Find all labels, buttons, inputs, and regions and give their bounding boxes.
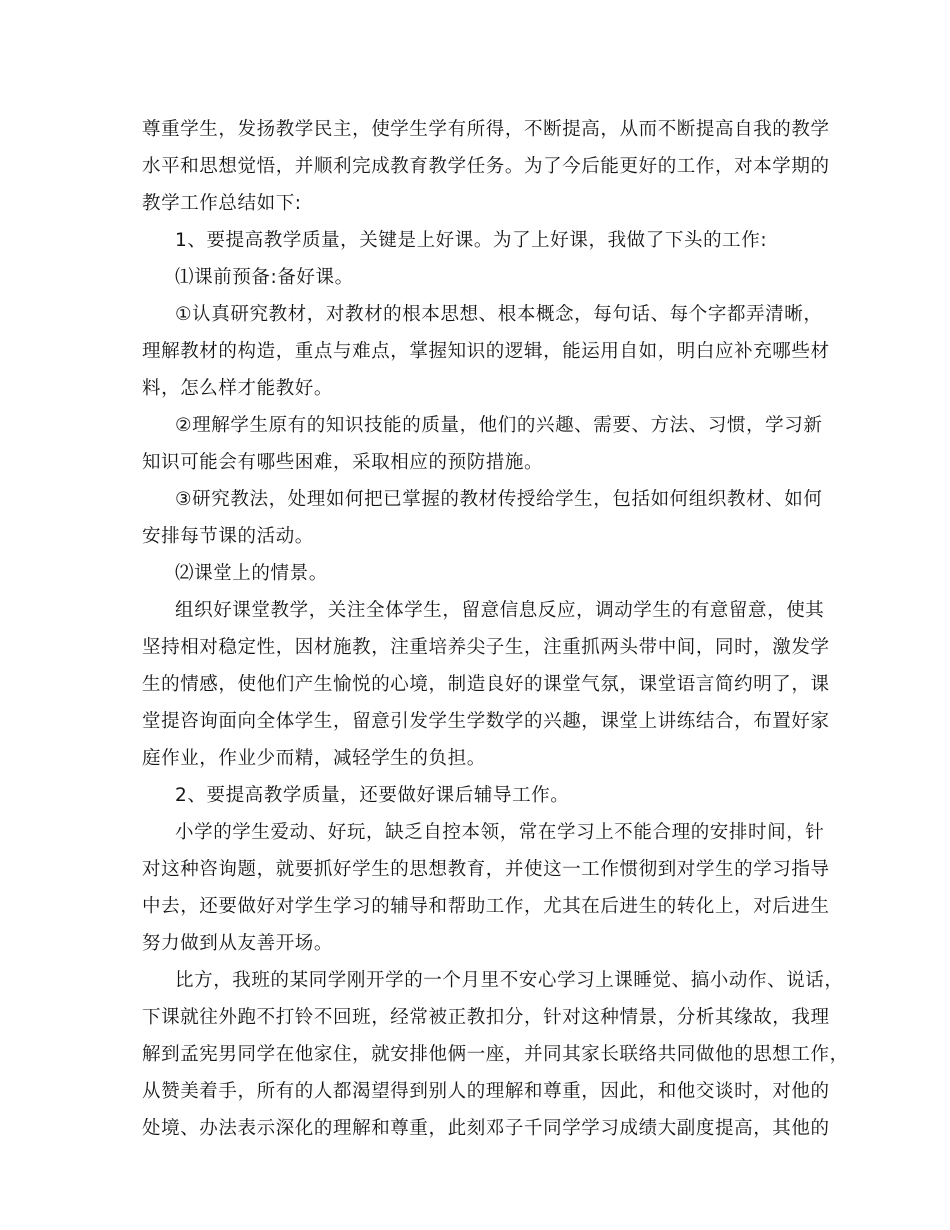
text-line: 尊重学生，发扬教学民主，使学生学有所得，不断提高，从而不断提高自我的教学 — [142, 119, 830, 140]
text-line: ⑴课前预备:备好课。 — [175, 267, 354, 288]
text-line: ①认真研究教材，对教材的根本思想、根本概念，每句话、每个字都弄清晰， — [175, 304, 823, 325]
text-line: 水平和思想觉悟，并顺利完成教育教学任务。为了今后能更好的工作，对本学期的 — [142, 156, 830, 177]
text-line: 努力做到从友善开场。 — [142, 933, 334, 954]
text-line: 处境、办法表示深化的理解和尊重，此刻邓子千同学学习成绩大副度提高，其他的 — [142, 1118, 830, 1139]
text-line: 1、要提高教学质量，关键是上好课。为了上好课，我做了下头的工作: — [175, 230, 768, 251]
text-line: 坚持相对稳定性，因材施教，注重培养尖子生，注重抓两头带中间，同时，激发学 — [142, 637, 830, 658]
text-line: ②理解学生原有的知识技能的质量，他们的兴趣、需要、方法、习惯，学习新 — [175, 415, 823, 436]
text-line: 比方，我班的某同学刚开学的一个月里不安心学习上课睡觉、搞小动作、说话， — [175, 970, 844, 991]
text-line: 下课就往外跑不打铃不回班，经常被正教扣分，针对这种情景，分析其缘故，我理 — [142, 1007, 830, 1028]
text-line: ⑵课堂上的情景。 — [175, 563, 328, 584]
text-line: 2、要提高教学质量，还要做好课后辅导工作。 — [175, 785, 570, 806]
text-line: 解到孟宪男同学在他家住，就安排他俩一座，并同其家长联络共同做他的思想工作， — [142, 1044, 849, 1065]
text-line: 组织好课堂教学，关注全体学生，留意信息反应，调动学生的有意留意，使其 — [175, 600, 825, 621]
text-line: 知识可能会有哪些困难，采取相应的预防措施。 — [142, 452, 544, 473]
text-line: 教学工作总结如下: — [142, 193, 302, 214]
text-line: 小学的学生爱动、好玩，缺乏自控本领，常在学习上不能合理的安排时间，针 — [175, 822, 825, 843]
text-line: 堂提咨询面向全体学生，留意引发学生学数学的兴趣，课堂上讲练结合，布置好家 — [142, 711, 830, 732]
text-line: 理解教材的构造，重点与难点，掌握知识的逻辑，能运用自如，明白应补充哪些材 — [142, 341, 830, 362]
text-line: 庭作业，作业少而精，减轻学生的负担。 — [142, 748, 486, 769]
text-line: 生的情感，使他们产生愉悦的心境，制造良好的课堂气氛，课堂语言简约明了，课 — [142, 674, 830, 695]
text-line: 从赞美着手，所有的人都渴望得到别人的理解和尊重，因此，和他交谈时，对他的 — [142, 1081, 830, 1102]
text-line: ③研究教法，处理如何把已掌握的教材传授给学生，包括如何组织教材、如何 — [175, 489, 823, 510]
text-line: 料，怎么样才能教好。 — [142, 378, 334, 399]
text-line: 对这种咨询题，就要抓好学生的思想教育，并使这一工作惯彻到对学生的学习指导 — [142, 859, 830, 880]
text-line: 中去，还要做好对学生学习的辅导和帮助工作，尤其在后进生的转化上，对后进生 — [142, 896, 830, 917]
text-line: 安排每节课的活动。 — [142, 526, 314, 547]
